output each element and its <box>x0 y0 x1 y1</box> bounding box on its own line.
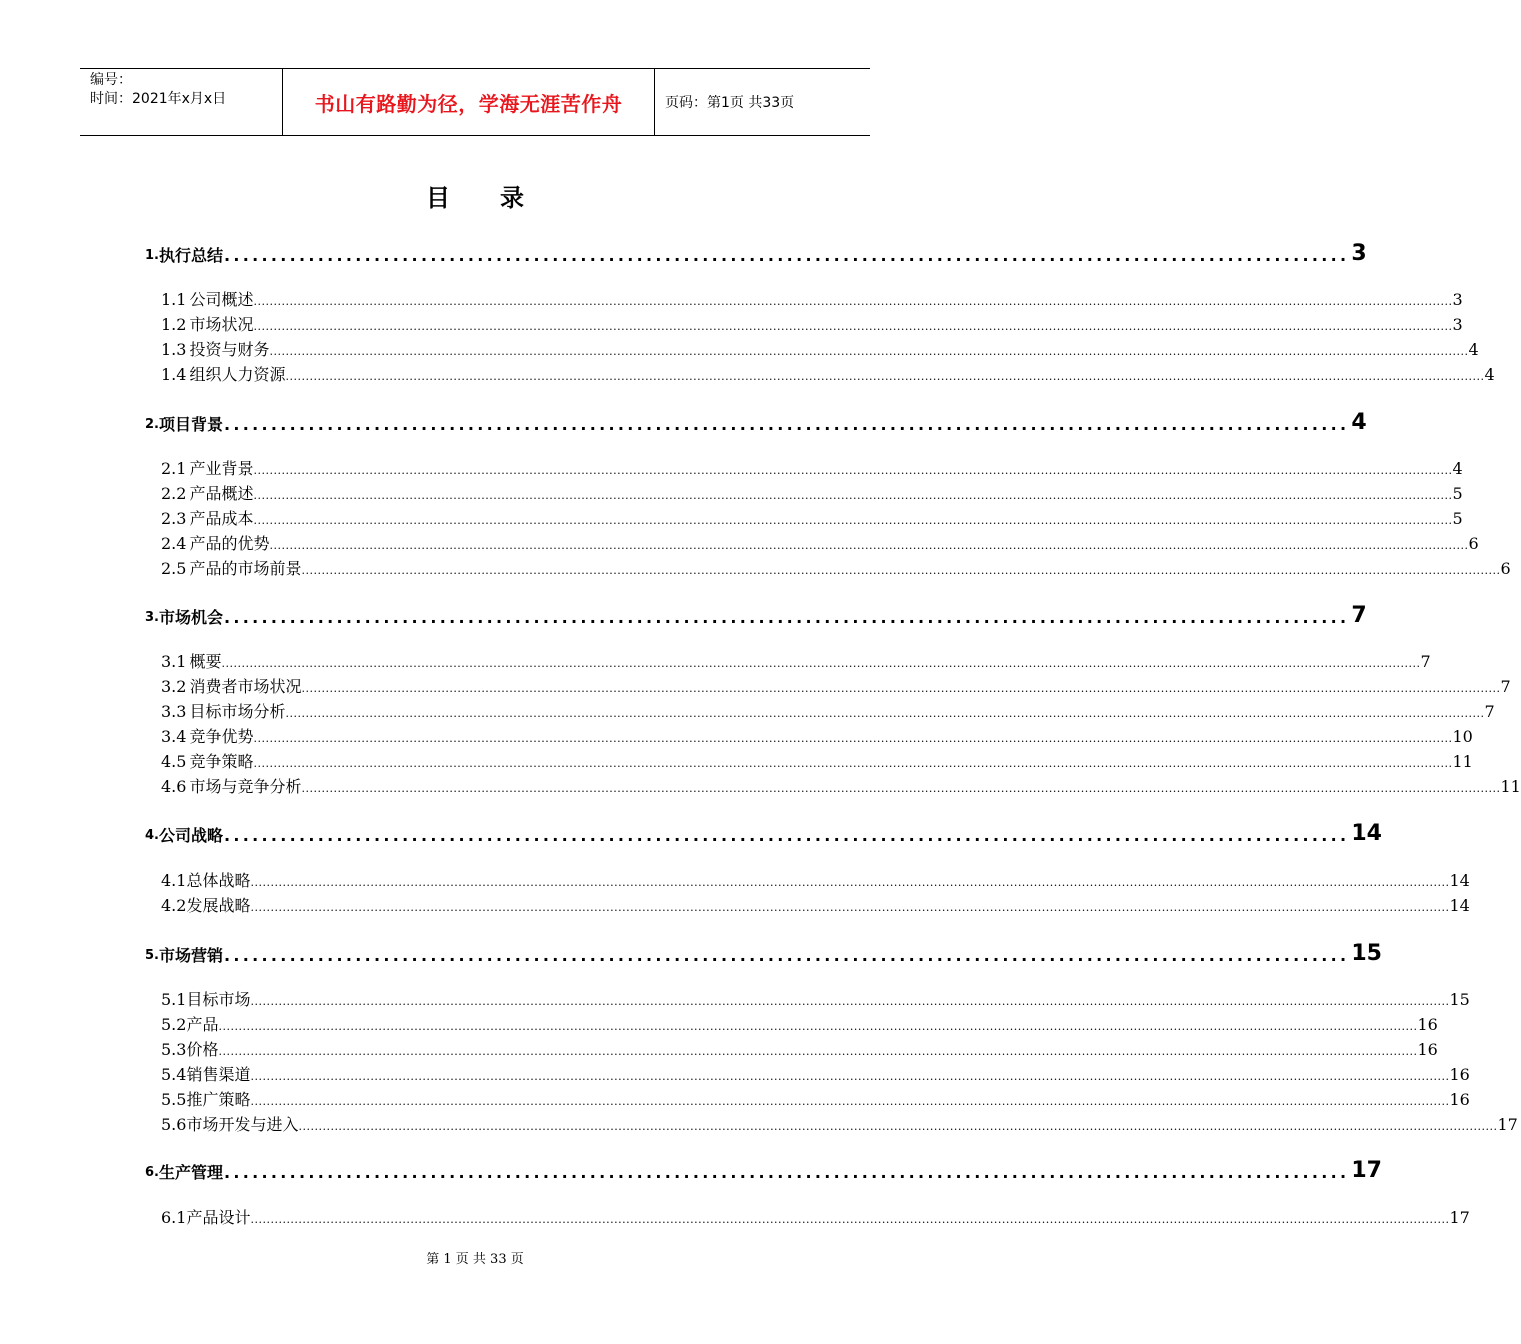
toc-chapter-label: 公司战略 <box>158 826 223 845</box>
toc-section-entry[interactable] <box>161 313 1463 335</box>
toc-section-entry[interactable] <box>161 363 1495 385</box>
toc-section-label: 目标市场 <box>186 990 251 1009</box>
toc-section-number: 5.5 <box>161 1090 187 1109</box>
toc-section-page: 11 <box>1500 777 1521 796</box>
toc-section-entry[interactable] <box>161 1063 1470 1085</box>
toc-dot-leader: ............................................................................................................................................................................................................................................................................................................ <box>250 901 1450 914</box>
toc-section-number: 5.2 <box>161 1015 187 1034</box>
toc-section-number: 1.4 <box>161 365 187 384</box>
toc-section-number: 3.1 <box>161 652 187 671</box>
toc-section-entry[interactable] <box>161 650 1431 672</box>
page-footer: 第 1 页 共 33 页 <box>426 1252 524 1267</box>
toc-dot-leader: ........................................................................................................................ <box>224 608 1350 627</box>
toc-section-label: 市场与竞争分析 <box>189 777 302 796</box>
toc-section-label: 投资与财务 <box>189 340 270 359</box>
toc-dot-leader: ............................................................................................................................................................................................................................................................................................................ <box>301 564 1501 577</box>
toc-chapter-page: 3 <box>1351 241 1367 266</box>
header-number: 编号： <box>90 72 132 88</box>
toc-section-entry[interactable] <box>161 988 1470 1010</box>
toc-dot-leader: ............................................................................................................................................................................................................................................................................................................ <box>269 539 1469 552</box>
toc-section-number: 4.2 <box>161 896 187 915</box>
toc-section-number: 1.3 <box>161 340 187 359</box>
toc-chapter-number: 5. <box>145 948 159 963</box>
toc-dot-leader: ............................................................................................................................................................................................................................................................................................................ <box>301 682 1501 695</box>
toc-section-entry[interactable] <box>161 1013 1438 1035</box>
toc-dot-leader: ............................................................................................................................................................................................................................................................................................................ <box>250 995 1450 1008</box>
toc-chapter-entry[interactable] <box>145 409 1367 435</box>
toc-chapter-entry[interactable] <box>145 1157 1382 1183</box>
toc-dot-leader: ............................................................................................................................................................................................................................................................................................................ <box>253 464 1453 477</box>
toc-section-label: 产品 <box>186 1015 219 1034</box>
toc-section-label: 概要 <box>189 652 222 671</box>
toc-chapter-number: 4. <box>145 828 159 843</box>
toc-section-label: 价格 <box>186 1040 219 1059</box>
toc-section-number: 1.1 <box>161 290 187 309</box>
toc-section-label: 产品的市场前景 <box>189 559 302 578</box>
toc-section-number: 4.6 <box>161 777 187 796</box>
toc-section-page: 16 <box>1417 1040 1438 1059</box>
toc-section-number: 2.5 <box>161 559 187 578</box>
toc-section-entry[interactable] <box>161 532 1479 554</box>
toc-section-label: 产品的优势 <box>189 534 270 553</box>
toc-section-label: 竞争优势 <box>189 727 254 746</box>
toc-section-page: 10 <box>1452 727 1473 746</box>
toc-dot-leader: ........................................................................................................................ <box>224 826 1350 845</box>
toc-chapter-label: 生产管理 <box>158 1163 223 1182</box>
toc-section-number: 3.4 <box>161 727 187 746</box>
toc-section-label: 目标市场分析 <box>189 702 286 721</box>
toc-section-entry[interactable] <box>161 700 1495 722</box>
toc-section-number: 5.1 <box>161 990 187 1009</box>
toc-dot-leader: ............................................................................................................................................................................................................................................................................................................ <box>253 732 1453 745</box>
toc-section-entry[interactable] <box>161 457 1463 479</box>
toc-section-number: 5.6 <box>161 1115 187 1134</box>
toc-chapter-entry[interactable] <box>145 820 1382 846</box>
toc-chapter-number: 1. <box>145 248 159 263</box>
toc-section-page: 5 <box>1452 484 1463 503</box>
toc-section-page: 15 <box>1449 990 1470 1009</box>
toc-section-label: 产品成本 <box>189 509 254 528</box>
toc-section-label: 消费者市场状况 <box>189 677 302 696</box>
toc-section-page: 7 <box>1484 702 1495 721</box>
toc-section-page: 11 <box>1452 752 1473 771</box>
toc-section-number: 3.3 <box>161 702 187 721</box>
toc-chapter-page: 7 <box>1351 603 1367 628</box>
toc-section-label: 总体战略 <box>186 871 251 890</box>
toc-section-page: 17 <box>1449 1208 1470 1227</box>
toc-section-entry[interactable] <box>161 725 1473 747</box>
toc-chapter-entry[interactable] <box>145 240 1367 266</box>
toc-dot-leader: ........................................................................................................................ <box>224 1163 1350 1182</box>
toc-section-page: 5 <box>1452 509 1463 528</box>
toc-dot-leader: ............................................................................................................................................................................................................................................................................................................ <box>253 514 1453 527</box>
toc-section-page: 7 <box>1500 677 1511 696</box>
toc-section-page: 4 <box>1484 365 1495 384</box>
toc-section-label: 市场状况 <box>189 315 254 334</box>
toc-section-label: 组织人力资源 <box>189 365 286 384</box>
header-time: 时间：2021年x月x日 <box>90 91 227 107</box>
toc-dot-leader: ........................................................................................................................ <box>224 246 1350 265</box>
toc-dot-leader: ............................................................................................................................................................................................................................................................................................................ <box>301 782 1501 795</box>
toc-section-page: 14 <box>1449 871 1470 890</box>
toc-section-label: 推广策略 <box>186 1090 251 1109</box>
toc-section-page: 3 <box>1452 290 1463 309</box>
toc-section-page: 16 <box>1449 1065 1470 1084</box>
toc-section-entry[interactable] <box>161 869 1470 891</box>
toc-title <box>0 178 950 213</box>
toc-dot-leader: ............................................................................................................................................................................................................................................................................................................ <box>253 489 1453 502</box>
toc-section-page: 3 <box>1452 315 1463 334</box>
toc-chapter-number: 2. <box>145 417 159 432</box>
toc-section-label: 发展战略 <box>186 896 251 915</box>
toc-section-number: 2.1 <box>161 459 187 478</box>
toc-section-entry[interactable] <box>161 557 1511 579</box>
toc-section-number: 6.1 <box>161 1208 187 1227</box>
toc-section-entry[interactable] <box>161 775 1521 797</box>
toc-section-label: 产品概述 <box>189 484 254 503</box>
toc-chapter-page: 4 <box>1351 410 1367 435</box>
toc-section-entry[interactable] <box>161 1038 1438 1060</box>
toc-chapter-entry[interactable] <box>145 602 1367 628</box>
toc-dot-leader: ............................................................................................................................................................................................................................................................................................................ <box>253 757 1453 770</box>
toc-dot-leader: ............................................................................................................................................................................................................................................................................................................ <box>250 876 1450 889</box>
toc-section-page: 16 <box>1449 1090 1470 1109</box>
toc-dot-leader: ............................................................................................................................................................................................................................................................................................................ <box>218 1045 1418 1058</box>
toc-dot-leader: ............................................................................................................................................................................................................................................................................................................ <box>253 320 1453 333</box>
toc-chapter-page: 15 <box>1351 941 1382 966</box>
header-motto: 书山有路勤为径，学海无涯苦作舟 <box>314 91 623 116</box>
toc-dot-leader: ........................................................................................................................ <box>224 946 1350 965</box>
toc-section-label: 市场开发与进入 <box>186 1115 299 1134</box>
toc-section-label: 公司概述 <box>189 290 254 309</box>
toc-chapter-page: 14 <box>1351 821 1382 846</box>
toc-section-number: 5.3 <box>161 1040 187 1059</box>
toc-chapter-label: 市场营销 <box>158 946 223 965</box>
toc-section-label: 销售渠道 <box>186 1065 251 1084</box>
toc-section-number: 4.5 <box>161 752 187 771</box>
toc-section-label: 产品设计 <box>186 1208 251 1227</box>
toc-dot-leader: ............................................................................................................................................................................................................................................................................................................ <box>285 370 1485 383</box>
toc-section-number: 5.4 <box>161 1065 187 1084</box>
toc-chapter-number: 6. <box>145 1165 159 1180</box>
toc-dot-leader: ............................................................................................................................................................................................................................................................................................................ <box>269 345 1469 358</box>
toc-section-entry[interactable] <box>161 675 1511 697</box>
toc-dot-leader: ............................................................................................................................................................................................................................................................................................................ <box>250 1213 1450 1226</box>
toc-chapter-page: 17 <box>1351 1158 1382 1183</box>
toc-section-entry[interactable] <box>161 894 1470 916</box>
toc-section-entry[interactable] <box>161 1088 1470 1110</box>
toc-section-number: 3.2 <box>161 677 187 696</box>
toc-section-page: 4 <box>1452 459 1463 478</box>
toc-title-char-2: 录 <box>500 184 524 212</box>
toc-section-entry[interactable] <box>161 750 1473 772</box>
toc-dot-leader: ............................................................................................................................................................................................................................................................................................................ <box>221 657 1421 670</box>
toc-section-entry[interactable] <box>161 1113 1518 1135</box>
toc-section-label: 竞争策略 <box>189 752 254 771</box>
toc-section-page: 6 <box>1468 534 1479 553</box>
toc-section-entry[interactable] <box>161 1206 1470 1228</box>
header-motto-cell <box>282 69 655 135</box>
toc-dot-leader: ............................................................................................................................................................................................................................................................................................................ <box>250 1095 1450 1108</box>
toc-section-page: 7 <box>1420 652 1431 671</box>
toc-section-entry[interactable] <box>161 338 1479 360</box>
toc-section-number: 4.1 <box>161 871 187 890</box>
toc-section-page: 17 <box>1497 1115 1518 1134</box>
toc-dot-leader: ............................................................................................................................................................................................................................................................................................................ <box>250 1070 1450 1083</box>
toc-section-page: 4 <box>1468 340 1479 359</box>
toc-section-number: 2.2 <box>161 484 187 503</box>
header-meta <box>80 69 282 135</box>
toc-chapter-entry[interactable] <box>145 940 1382 966</box>
toc-chapter-number: 3. <box>145 610 159 625</box>
toc-dot-leader: ............................................................................................................................................................................................................................................................................................................ <box>298 1120 1498 1133</box>
toc-section-entry[interactable] <box>161 288 1463 310</box>
toc-section-page: 14 <box>1449 896 1470 915</box>
toc-dot-leader: ............................................................................................................................................................................................................................................................................................................ <box>253 295 1453 308</box>
toc-section-number: 2.4 <box>161 534 187 553</box>
toc-dot-leader: ........................................................................................................................ <box>224 415 1350 434</box>
toc-dot-leader: ............................................................................................................................................................................................................................................................................................................ <box>285 707 1485 720</box>
toc-dot-leader: ............................................................................................................................................................................................................................................................................................................ <box>218 1020 1418 1033</box>
toc-section-label: 产业背景 <box>189 459 254 478</box>
toc-title-char-1: 目 <box>426 184 450 212</box>
toc-section-entry[interactable] <box>161 507 1463 529</box>
toc-section-number: 2.3 <box>161 509 187 528</box>
toc-chapter-label: 执行总结 <box>158 246 223 265</box>
page-header <box>80 68 870 136</box>
toc-section-number: 1.2 <box>161 315 187 334</box>
toc-section-page: 6 <box>1500 559 1511 578</box>
header-page-info: 页码：第1页 共33页 <box>665 95 795 111</box>
toc-section-page: 16 <box>1417 1015 1438 1034</box>
toc-chapter-label: 项目背景 <box>158 415 223 434</box>
toc-chapter-label: 市场机会 <box>158 608 223 627</box>
toc-section-entry[interactable] <box>161 482 1463 504</box>
